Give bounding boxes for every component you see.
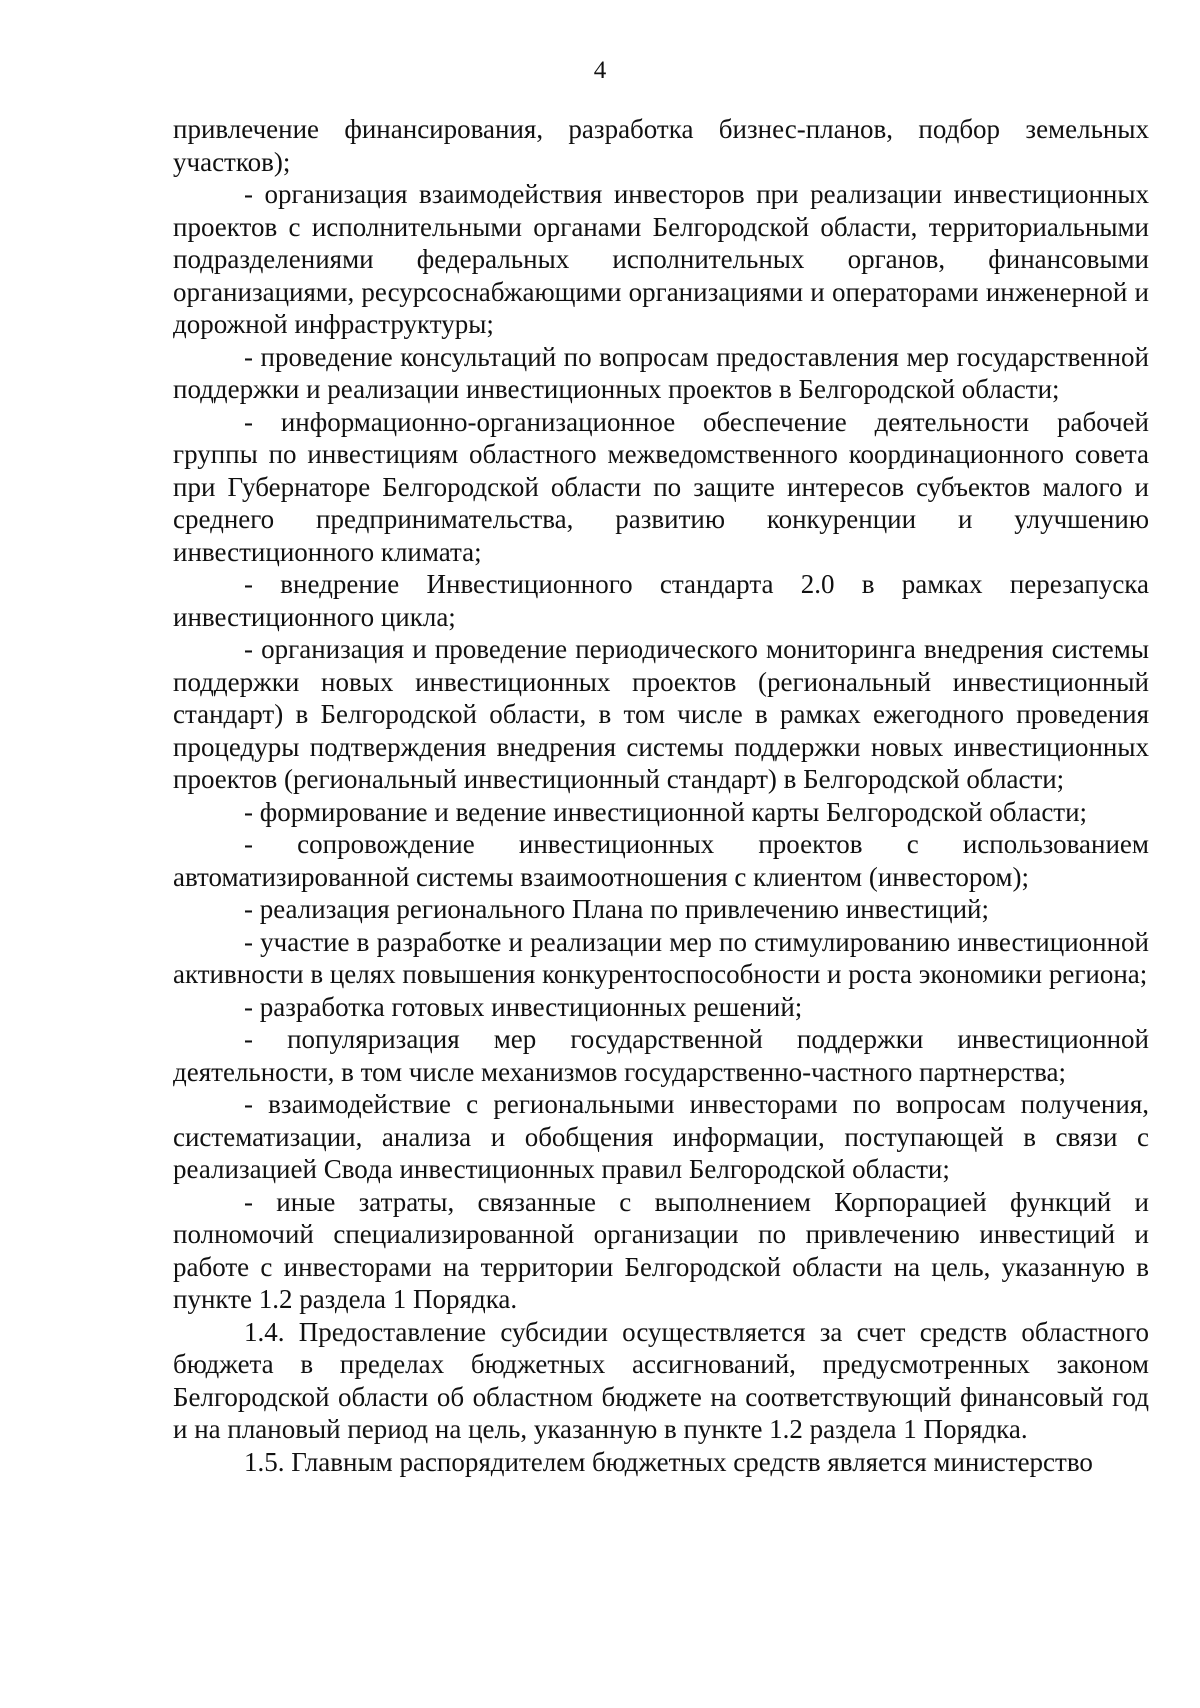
paragraph: - иные затраты, связанные с выполнением Корпорацией функций и полномочий специализированной организации по привлечению инвестиций и работе с инвесторами на территории Белгородской области на цель, указанную в пункте 1.2 раздела 1 Порядка.: [173, 1186, 1149, 1314]
paragraph: 1.5. Главным распорядителем бюджетных средств является министерство: [244, 1446, 1093, 1477]
paragraph: - реализация регионального Плана по привлечению инвестиций;: [244, 894, 990, 924]
page-number: 4: [593, 57, 607, 84]
paragraph: - популяризация мер государственной поддержки инвестиционной деятельности, в том числе механизмов государственно-частного партнерства;: [173, 1024, 1149, 1087]
paragraph: - организация и проведение периодического мониторинга внедрения системы поддержки новых инвестиционных проектов (региональный инвестиционный стандарт) в Белгородской области, в том числе в рамках ежегодного проведения процедуры подтверждения внедрения системы поддержки новых инвестиционных проектов (региональный инвестиционный стандарт) в Белгородской области;: [173, 634, 1149, 794]
paragraph: - взаимодействие с региональными инвесторами по вопросам получения, систематизации, анализа и обобщения информации, поступающей в связи с реализацией Свода инвестиционных правил Белгородской области;: [173, 1089, 1149, 1184]
paragraph: - проведение консультаций по вопросам предоставления мер государственной поддержки и реализации инвестиционных проектов в Белгородской области;: [173, 341, 1149, 404]
paragraph: - формирование и ведение инвестиционной карты Белгородской области;: [244, 796, 1088, 827]
paragraph: - сопровождение инвестиционных проектов с использованием автоматизированной системы взаимоотношения с клиентом (инвестором);: [173, 829, 1149, 892]
paragraph: - информационно-организационное обеспечение деятельности рабочей группы по инвестициям областного межведомственного координационного совета при Губернаторе Белгородской области по защите интересов субъектов малого и среднего предпринимательства, развитию конкуренции и улучшению инвестиционного климата;: [173, 406, 1149, 567]
paragraph: - организация взаимодействия инвесторов при реализации инвестиционных проектов с исполнительными органами Белгородской области, территориальными подразделениями федеральных исполнительных органов, финансовыми организациями, ресурсоснабжающими организациями и операторами инженерной и дорожной инфраструктуры;: [173, 179, 1149, 339]
paragraph: 1.4. Предоставление субсидии осуществляется за счет средств областного бюджета в пределах бюджетных ассигнований, предусмотренных законом Белгородской области об областном бюджете на соответствующий финансовый год и на плановый период на цель, указанную в пункте 1.2 раздела 1 Порядка.: [173, 1316, 1149, 1444]
paragraph: привлечение финансирования, разработка бизнес-планов, подбор земельных участков);: [173, 114, 1149, 177]
paragraph: - разработка готовых инвестиционных решений;: [244, 991, 803, 1022]
paragraph: - внедрение Инвестиционного стандарта 2.0 в рамках перезапуска инвестиционного цикла;: [173, 569, 1149, 632]
document-body: [173, 113, 1149, 1478]
paragraph: - участие в разработке и реализации мер по стимулированию инвестиционной активности в целях повышения конкурентоспособности и роста экономики региона;: [173, 926, 1149, 989]
